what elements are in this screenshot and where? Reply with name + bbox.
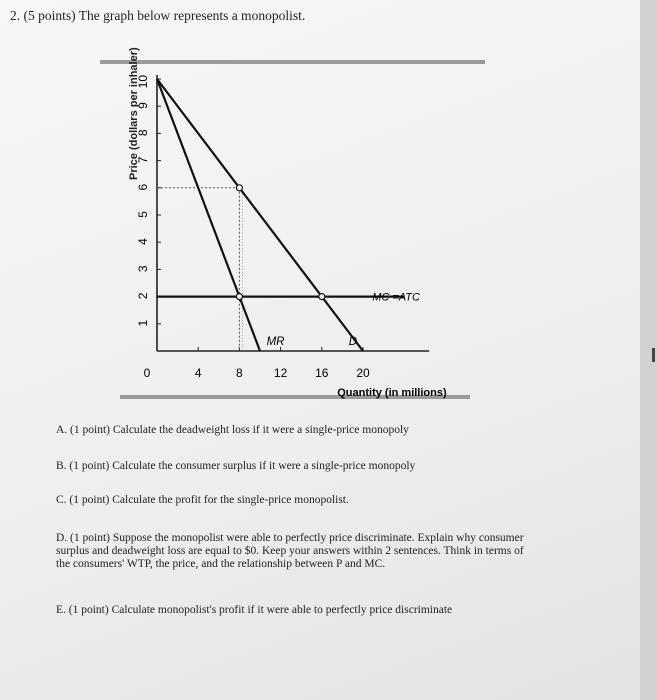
part-d xyxy=(56,532,526,571)
x-tick-label-12: 12 xyxy=(273,366,288,380)
marked-point-0 xyxy=(236,185,242,191)
part-b xyxy=(56,460,526,473)
y-tick-label-9: 9 xyxy=(136,102,150,109)
part-a-label: A. (1 point) xyxy=(56,424,110,436)
part-a-text: Calculate the deadweight loss if it were a single-price monopoly xyxy=(112,424,409,436)
marked-point-2 xyxy=(319,294,325,300)
x-origin-label: 0 xyxy=(143,366,151,380)
part-d-label: D. (1 point) xyxy=(56,532,110,544)
part-b-text: Calculate the consumer surplus if it were a single-price monopoly xyxy=(112,460,416,472)
annotation-mc-atc: MC =ATC xyxy=(372,291,420,304)
x-tick-label-16: 16 xyxy=(315,366,329,380)
y-tick-label-5: 5 xyxy=(136,211,150,218)
question-title: 2. (5 points) The graph below represents a monopolist. xyxy=(10,8,306,23)
y-tick-label-7: 7 xyxy=(136,156,150,164)
part-c-text: Calculate the profit for the single-price monopolist. xyxy=(112,494,349,506)
y-axis-title: Price (dollars per inhaler) xyxy=(128,47,140,180)
y-tick-label-6: 6 xyxy=(136,183,150,191)
part-a xyxy=(56,424,526,437)
x-tick-label-8: 8 xyxy=(236,366,243,380)
series-line-d xyxy=(157,79,363,351)
page-edge-mark xyxy=(652,348,655,362)
part-e-text: Calculate monopolist's profit if it were able to perfectly price discriminate xyxy=(111,604,453,616)
annotation-mr: MR xyxy=(266,336,285,348)
y-tick-label-8: 8 xyxy=(136,129,150,137)
y-tick-label-4: 4 xyxy=(136,238,150,245)
part-e-label: E. (1 point) xyxy=(56,604,109,616)
part-b-label: B. (1 point) xyxy=(56,460,110,472)
x-tick-label-4: 4 xyxy=(194,366,202,380)
annotation-d: D xyxy=(348,336,358,348)
y-tick-label-1: 1 xyxy=(136,319,150,327)
series-line-mr xyxy=(157,79,260,351)
monopoly-graph xyxy=(100,47,490,406)
chart-layer xyxy=(136,75,447,399)
part-c-label: C. (1 point) xyxy=(56,494,110,506)
y-tick-label-10: 10 xyxy=(136,75,150,89)
x-axis-title: Quantity (in millions) xyxy=(337,387,447,399)
part-c xyxy=(56,494,526,507)
part-e xyxy=(56,604,526,617)
part-d-text: Suppose the monopolist were able to perfectly price discriminate. Explain why consumer surplus and deadweight loss are equal to $0. Keep your answers within 2 sentences. Think in terms of the consumers' WTP, the price, and the relationship between P and MC. xyxy=(56,532,524,570)
monopoly-graph-svg xyxy=(100,56,490,406)
y-tick-label-2: 2 xyxy=(136,292,150,300)
x-tick-label-20: 20 xyxy=(356,366,370,380)
y-tick-label-3: 3 xyxy=(136,265,150,273)
marked-point-1 xyxy=(236,294,242,300)
